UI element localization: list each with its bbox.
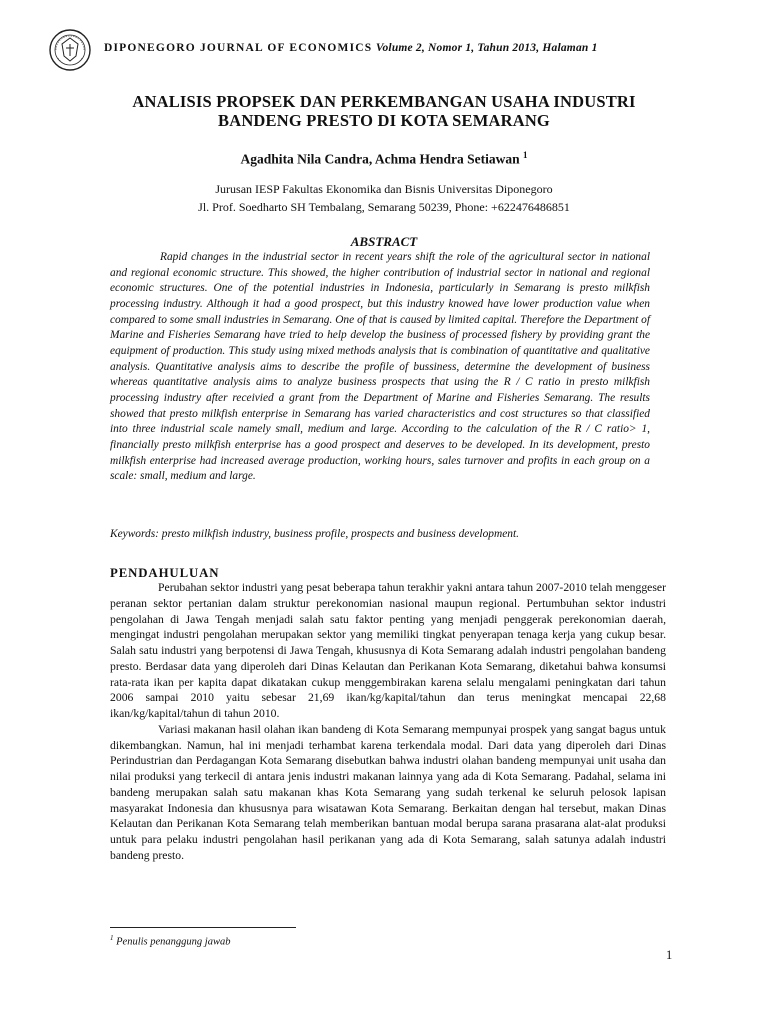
- body-paragraph-2: Variasi makanan hasil olahan ikan bandeng di Kota Semarang mempunyai prospek yang sangat bagus untuk dikembangkan. Namun, hal ini menjadi terhambat karena terkendala modal. Dari data yang diperoleh dari Dinas Perindustrian dan Perdagangan Kota Semarang disebutkan bahwa industri olahan bandeng mempunyai unit usaha dan nilai produksi yang terkecil di antara jenis industri makanan lainnya yang ada di Kota Semarang. Padahal, selama ini bandeng merupakan salah satu makanan khas Kota Semarang yang sudah terkenal ke seluruh pelosok lapisan masyarakat Indonesia dan khususnya para wisatawan Kota Semarang. Berkaitan dengan hal tersebut, makan Dinas Kelautan dan Perikanan Kota Semarang telah memberikan bantuan modal berupa sarana prasarana alat-alat produksi untuk para pelaku industri pengolahan hasil perikanan yang ada di Kota Semarang, salah satunya adalah industri bandeng presto.: [110, 722, 666, 862]
- paper-title-line-2: BANDENG PRESTO DI KOTA SEMARANG: [218, 111, 550, 130]
- abstract-heading: ABSTRACT: [350, 234, 418, 249]
- section-body: [110, 580, 666, 864]
- author-names: Agadhita Nila Candra, Achma Hendra Setiawan: [240, 151, 520, 167]
- journal-citation-line: [104, 42, 598, 54]
- affiliation: [96, 180, 672, 216]
- footnote-divider: [110, 927, 296, 928]
- keywords: Keywords: presto milkfish industry, business profile, prospects and business development.: [110, 528, 519, 540]
- footnote-text: Penulis penanggung jawab: [116, 936, 231, 948]
- affiliation-line-2: Jl. Prof. Soedharto SH Tembalang, Semarang 50239, Phone: +622476486851: [198, 200, 570, 214]
- body-paragraph-1: Perubahan sektor industri yang pesat beberapa tahun terakhir yakni antara tahun 2007-2010 telah menggeser peranan sektor pertanian dalam struktur perekonomian nasional maupun regional. Pertumbuhan sektor industri pengolahan di Jawa Tengah menjadi salah satu faktor penting yang menjadi penggerak perekonomian daerah, mengingat industri pengolahan merupakan sektor yang memiliki tingkat penyerapan tenaga kerja yang cukup besar. Salah satu industri yang berpotensi di Jawa Tengah, khususnya di Kota Semarang adalah industri pengolahan bandeng presto. Berdasar data yang diperoleh dari Dinas Kelautan dan Perikanan Kota Semarang, diketahui bahwa konsumsi rata-rata ikan per kapita dapat dikatakan cukup menggembirakan karena selalu mengalami peningkatan dari tahun 2006 sampai 2010 yaitu sebesar 21,69 ikan/kg/kapital/tahun dan terus meningkat mencapai 22,68 ikan/kg/kapital/tahun di tahun 2010.: [110, 581, 666, 720]
- volume-info: Volume 2, Nomor 1, Tahun 2013, Halaman 1: [375, 42, 598, 54]
- affiliation-line-1: Jurusan IESP Fakultas Ekonomika dan Bisnis Universitas Diponegoro: [215, 182, 553, 196]
- footnote: [110, 934, 230, 948]
- journal-header: [48, 28, 728, 72]
- university-seal-icon: [48, 28, 92, 72]
- paper-title-line-1: ANALISIS PROPSEK DAN PERKEMBANGAN USAHA INDUSTRI: [132, 92, 636, 111]
- page-number: 1: [666, 948, 673, 962]
- footnote-mark: 1: [110, 934, 114, 942]
- author-list: [96, 150, 672, 168]
- author-footnote-mark: 1: [522, 150, 528, 160]
- section-heading: PENDAHULUAN: [110, 566, 220, 580]
- journal-name: DIPONEGORO JOURNAL OF ECONOMICS: [104, 42, 373, 54]
- abstract-text: Rapid changes in the industrial sector in recent years shift the role of the agricultural sector in national and regional economic structure. This showed, the higher contribution of industrial sector in national and regional economic structures. One of the potential industries in Indonesia, particularly in Semarang is presto milkfish processing industry. Although it had a good prospect, but this industry knowed have lower production value when compared to some small industries in Semarang. One of that is caused by limited capital. Therefore the Department of Marine and Fisheries Semarang have tried to help develop the business of processed fishery by providing grant the equipment of production. This study using mixed methods analysis that is combination of quantitative and qualitative analysis. Quantitative analysis aims to describe the profile of bussiness, determine the development of business whereas quantitative analysis aims to analyze business prospects that using the R / C ratio in presto milkfish processing industry after receivied a grant from the Department of Marine and Fisheries Semarang. The results showed that presto milkfish enterprise in Semarang has varied characteristics and cost structures so that classified into three industrial scale namely small, medium and large. According to the calculation of the R / C ratio> 1, financially presto milkfish enterprise has a good prospect and deserves to be developed. In its development, presto milkfish enterprise had increased average production, working hours, sales turnover and profits in each group on a scale: small, medium and large.: [110, 251, 650, 483]
- paper-title: [96, 92, 672, 130]
